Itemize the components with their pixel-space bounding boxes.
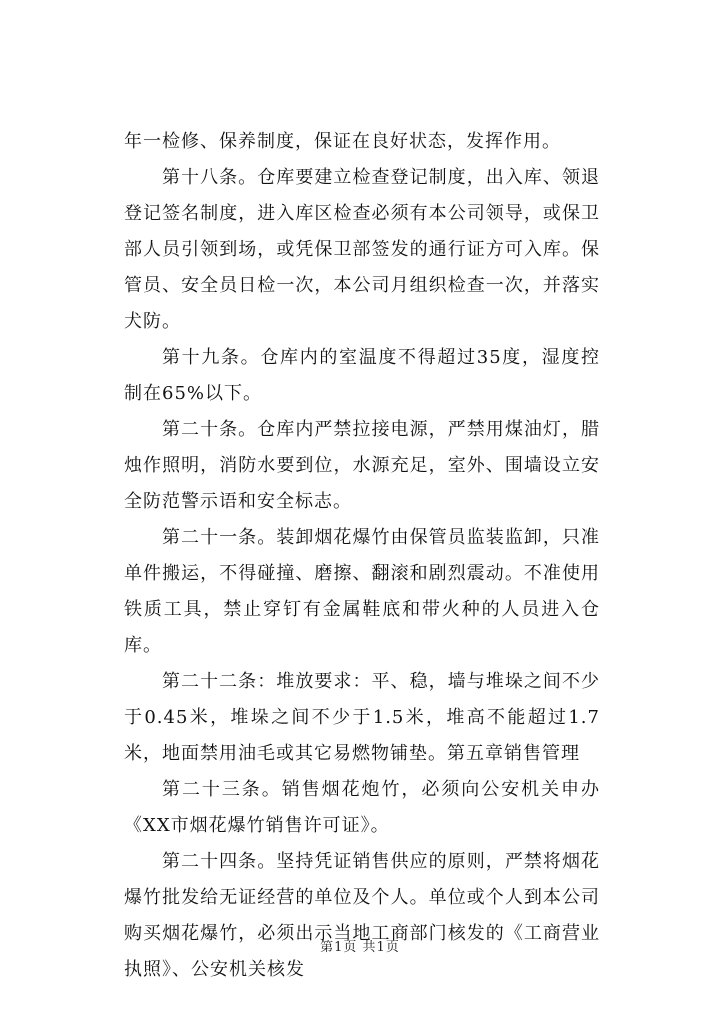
document-body (124, 124, 600, 988)
paragraph-article-23: 第二十三条。销售烟花炮竹，必须向公安机关申办《XX市烟花爆竹销售许可证》。 (124, 779, 600, 836)
paragraph-article-24: 第二十四条。坚持凭证销售供应的原则，严禁将烟花爆竹批发给无证经营的单位及个人。单位或个人到本公司购买烟花爆竹，必须出示当地工商部门核发的《工商营业执照》、公安机关核发 (124, 851, 600, 980)
paragraph-article-22: 第二十二条：堆放要求：平、稳，墙与堆垛之间不少于0.45米，堆垛之间不少于1.5米，堆高不能超过1.7米，地面禁用油毛或其它易燃物铺垫。第五章销售管理 (124, 671, 600, 764)
paragraph-article-20: 第二十条。仓库内严禁拉接电源，严禁用煤油灯，腊烛作照明，消防水要到位，水源充足，室外、围墙设立安全防范警示语和安全标志。 (124, 419, 600, 512)
paragraph-continuation: 年一检修、保养制度，保证在良好状态，发挥作用。 (124, 131, 561, 152)
page-number-footer: 第1页 共1页 (320, 940, 400, 955)
paragraph-article-18: 第十八条。仓库要建立检查登记制度，出入库、领退登记签名制度，进入库区检查必须有本公司领导，或保卫部人员引领到场，或凭保卫部签发的通行证方可入库。保管员、安全员日检一次，本公司月组织检查一次，并落实犬防。 (124, 167, 600, 332)
paragraph-article-21: 第二十一条。装卸烟花爆竹由保管员监装监卸，只准单件搬运，不得碰撞、磨擦、翻滚和剧烈震动。不准使用铁质工具，禁止穿钉有金属鞋底和带火种的人员进入仓库。 (124, 527, 600, 656)
paragraph-article-19: 第十九条。仓库内的室温度不得超过35度，湿度控制在65%以下。 (124, 347, 600, 404)
